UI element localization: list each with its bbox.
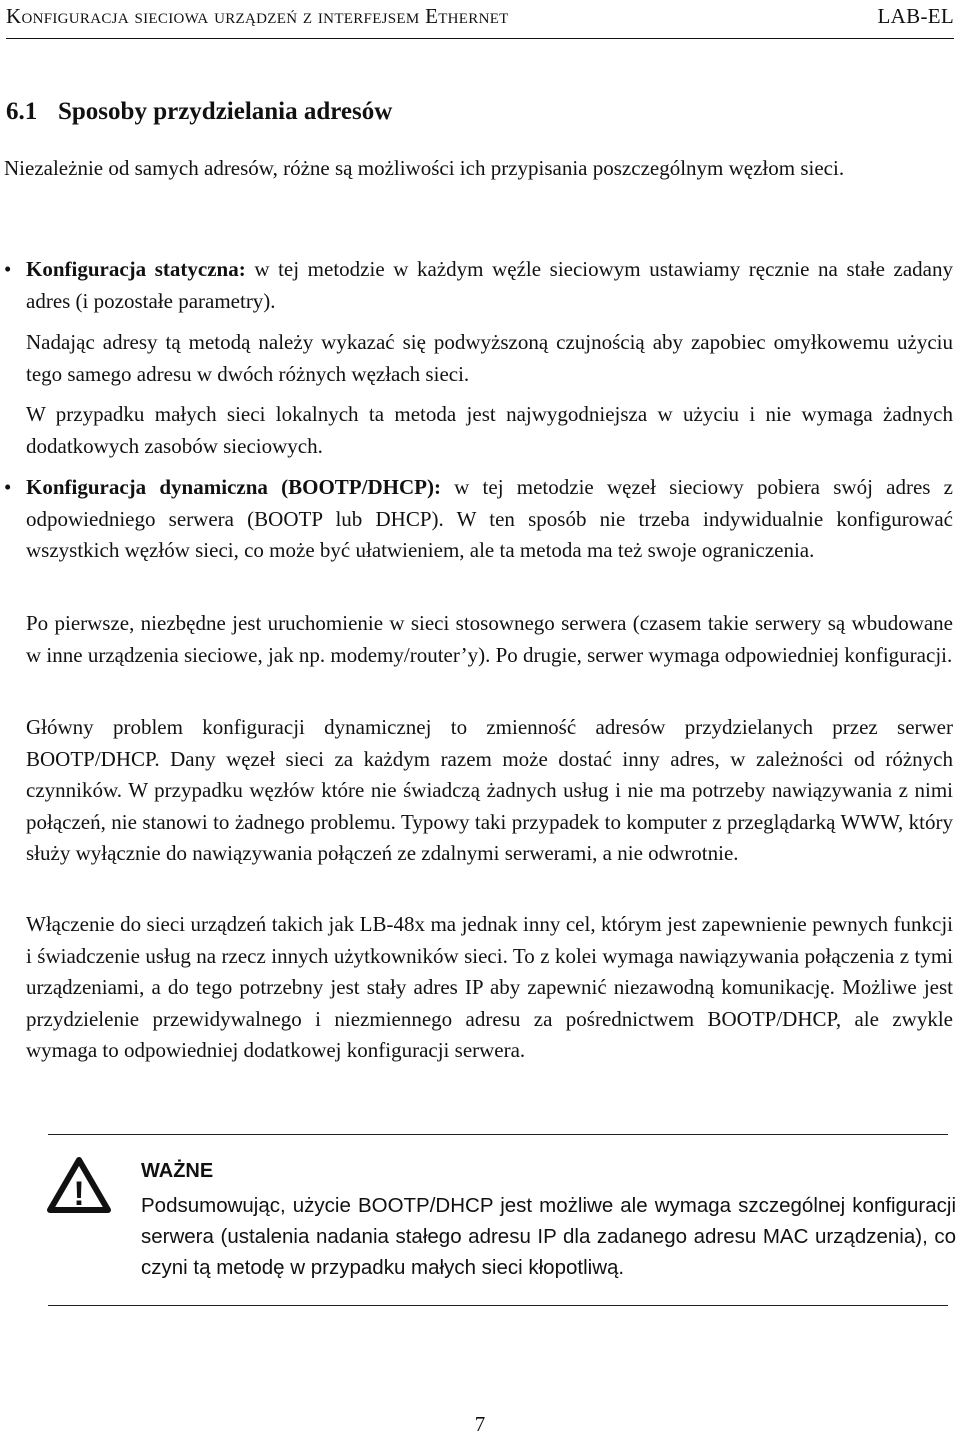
bullet-text: w tej metodzie węzeł sieciowy pobiera swój adres z odpowiedniego serwera (BOOTP lub DHCP). W ten sposób nie trzeba indywidualnie konfigurować wszystkich węzłów sieci, co może być ułatwieniem, ale ta metoda ma też swoje ograniczenia. — [26, 475, 953, 563]
bullet-term: Konfiguracja statyczna: — [26, 257, 246, 281]
warning-text: Podsumowując, użycie BOOTP/DHCP jest możliwe ale wymaga szczególnej konfiguracji serwera (ustalenia nadania stałego adresu IP dla zadanego adresu MAC urządzenia), co czyni tą metodę w przypadku małych sieci kłopotliwą. — [141, 1194, 956, 1279]
warning-top-divider — [48, 1134, 948, 1135]
warning-exclamation-icon — [46, 1156, 112, 1214]
header-divider — [6, 38, 954, 39]
bullet-text: w tej metodzie w każdym węźle sieciowym ustawiamy ręcznie na stałe zadany adres (i pozostałe parametry). — [26, 257, 953, 313]
intro-paragraph: Niezależnie od samych adresów, różne są możliwości ich przypisania poszczególnym węzłom sieci. — [4, 156, 845, 180]
bullet-icon: • — [4, 475, 12, 499]
section-title: Sposoby przydzielania adresów — [58, 98, 393, 125]
dynamic-paragraph-3: Włączenie do sieci urządzeń takich jak LB-48x ma jednak inny cel, którym jest zapewnienie pewnych funkcji i świadczenie usług na rzecz innych użytkowników sieci. To z kolei wymaga nawiązywania połączenia z tymi urządzeniami, a do tego potrzebny jest stały adres IP aby zapewnić niezawodną komunikację. Możliwe jest przydzielenie przewidywalnego i niezmiennego adresu za pośrednictwem BOOTP/DHCP, ale zwykle wymaga to odpowiedniej dodatkowej konfiguracji serwera. — [26, 912, 953, 1063]
bullet-term: Konfiguracja dynamiczna (BOOTP/DHCP): — [26, 475, 441, 499]
warning-glyph: ! — [73, 1175, 85, 1213]
header-brand: LAB-EL — [877, 4, 954, 28]
dynamic-paragraph-2: Główny problem konfiguracji dynamicznej to zmienność adresów przydzielanych przez serwer BOOTP/DHCP. Dany węzeł sieci za każdym razem może dostać inny adres, w zależności od różnych czynników. W przypadku węzłów które nie świadczą żadnych usług i nie ma potrzeby nawiązywania z nimi połączeń, nie stanowi to żadnego problemu. Typowy taki przypadek to komputer z przeglądarką WWW, który służy wyłącznie do nawiązywania połączeń ze zdalnymi serwerami, a nie odwrotnie. — [26, 715, 953, 866]
bullet-icon: • — [4, 257, 12, 281]
warning-bottom-divider — [48, 1305, 948, 1306]
page-number: 7 — [474, 1412, 486, 1436]
static-paragraph-2: W przypadku małych sieci lokalnych ta metoda jest najwygodniejsza w użyciu i nie wymaga żadnych dodatkowych zasobów sieciowych. — [26, 402, 953, 458]
warning-title: WAŻNE — [141, 1160, 214, 1182]
running-header — [6, 4, 954, 34]
bullet-static-config — [26, 254, 953, 317]
dynamic-paragraph-1: Po pierwsze, niezbędne jest uruchomienie w sieci stosownego serwera (czasem takie serwery są wbudowane w inne urządzenia sieciowe, jak np. modemy/router’y). Po drugie, serwer wymaga odpowiedniej konfiguracji. — [26, 611, 953, 667]
section-number: 6.1 — [6, 98, 38, 125]
static-paragraph-1: Nadając adresy tą metodą należy wykazać się podwyższoną czujnością aby zapobiec omyłkowemu użyciu tego samego adresu w dwóch różnych węzłach sieci. — [26, 330, 953, 386]
header-title: Konfiguracja sieciowa urządzeń z interfejsem Ethernet — [6, 4, 509, 28]
bullet-dynamic-config — [26, 472, 953, 567]
section-heading — [6, 98, 392, 126]
